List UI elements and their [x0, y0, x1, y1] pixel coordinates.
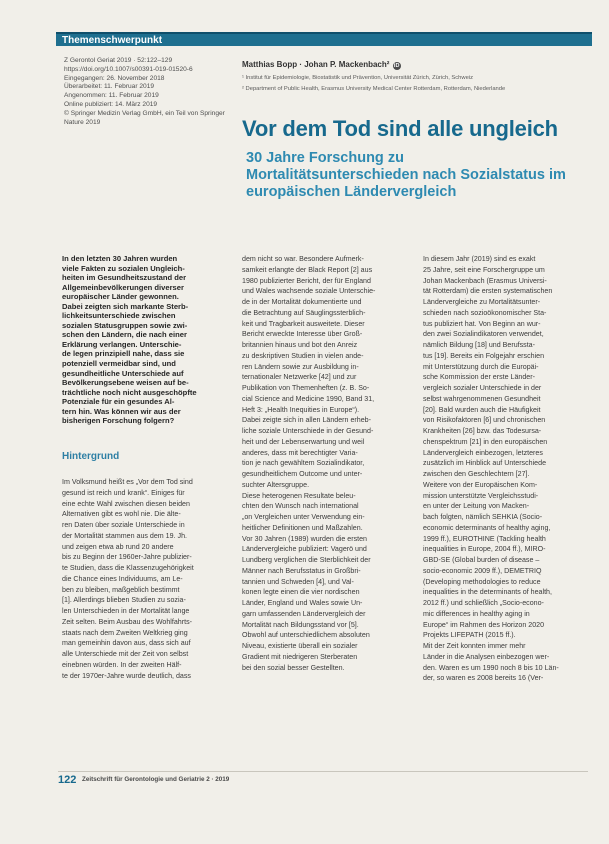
body-text-line: cial Science and Medicine 1990, Band 31,	[242, 394, 375, 403]
body-text-line: Männer nach Berufsstatus in Großbri-	[242, 566, 361, 575]
body-text-line: 25 Jahre, seit eine Forschergruppe um	[423, 265, 545, 274]
body-text-line: bei den sozial besser Gestellten.	[242, 663, 345, 672]
body-text-line: Ländervergleiche zu Mortalitätsunter-	[423, 298, 541, 306]
page-footer	[58, 771, 588, 788]
body-text-line: staats nach dem Zweiten Weltkrieg ging	[62, 628, 188, 637]
body-text-line: tus publiziert hat. Von Beginn an wur-	[423, 319, 541, 328]
body-text-line: ren Daten über soziale Unterschiede in	[62, 521, 185, 529]
body-text-line: die Chance eines Individuums, am Le-	[62, 574, 183, 583]
body-text-line: len Unterschieden in der Mortalität lange	[62, 607, 190, 615]
body-text-line: Bericht erweckte Interesse über Groß-	[242, 330, 363, 339]
body-text-line: Obwohl auf unterschiedlichem absoluten	[242, 631, 370, 640]
author-line	[242, 60, 592, 70]
body-text-line: anderes, dass mit berechtigter Varia-	[242, 448, 358, 457]
body-text-line: der, so waren es 2008 bereits 16 (Ver-	[423, 674, 544, 683]
article-meta	[64, 57, 229, 127]
abstract-line: Erklärung verlangen. Unterschie-	[62, 339, 182, 349]
body-text-line: die Betrachtung auf Säuglingssterblich-	[242, 308, 366, 317]
body-text-line: und Wales wachsende soziale Unterschie-	[242, 287, 376, 296]
body-text-line: eine echte Wahl zwischen diesen beiden	[62, 499, 190, 508]
body-text-line: garn umfassenden Ländervergleich der	[242, 609, 366, 618]
body-text-line: Mortalität nach Bildungsstand vor [5].	[242, 620, 359, 629]
body-text-line: den zwei Sozialindikatoren verwendet,	[423, 330, 544, 339]
body-text-line: inequalities in the determinants of health,	[423, 588, 552, 597]
abstract-line: europäischer Länder gewonnen.	[62, 292, 179, 302]
body-text-line: Zeit selten. Beim Ausbau des Wohlfahrts-	[62, 617, 192, 626]
body-text-line: Ländervergleiche publiziert: Vagerö und	[242, 545, 367, 554]
body-text-line: nämlich Bildung [18] und Berufssta-	[423, 341, 535, 349]
section-heading: Hintergrund	[62, 451, 120, 462]
body-text-line: zu deskriptiven Studien in vielen ande-	[242, 351, 364, 360]
body-text-line: mit Unterstützung durch die Europäi-	[423, 362, 539, 371]
body-text-line: alle Unterschiede mit der Zeit von selbst	[62, 650, 189, 658]
meta-published: Online publiziert: 14. März 2019	[64, 100, 158, 108]
abstract-line: sozialen Statusgruppen sowie zwi-	[62, 320, 188, 330]
abstract-line: Dabei zeigten sich markante Sterb-	[62, 301, 189, 311]
body-text-line: der Mortalität stammen aus dem 19. Jh.	[62, 531, 187, 540]
abstract-line: Bevölkerungsebene weisen auf be-	[62, 378, 189, 388]
body-text-line: Krankheiten [26] bzw. das Todesursa-	[423, 427, 542, 435]
body-text-line: Vor 30 Jahren (1989) wurden die ersten	[242, 534, 368, 543]
body-text-line: Heft 3: „Health Inequities in Europe“).	[242, 405, 360, 414]
body-text-line: chten den Wunsch nach international	[242, 502, 359, 511]
orcid-icon[interactable]: iD	[393, 63, 400, 69]
body-text-line: samkeit erlangte der Black Report [2] aus	[242, 265, 373, 274]
body-text-line: einebnen würden. In der zweiten Hälf-	[62, 660, 182, 669]
abstract-line: bisherigen Forschung folgern?	[62, 416, 175, 426]
page-number: 122	[58, 774, 77, 786]
abstract-line: schen den Ländern, die nach einer	[62, 330, 187, 340]
body-text-line: keit und Tragbarkeit ausweitete. Dieser	[242, 319, 365, 328]
body-text-line: Projekts LIFEPATH (2015 ff.).	[423, 631, 516, 640]
body-text-line: Johan Mackenbach (Erasmus Universi-	[423, 276, 547, 285]
body-text-line: dem nicht so war. Besondere Aufmerk-	[242, 255, 364, 263]
body-text-line: suchter Altersgruppe.	[242, 480, 310, 489]
body-text-line: [20]. Bald wurden auch die Häufigkeit	[423, 405, 541, 414]
body-text-line: Niveau, existierte überall ein sozialer	[242, 642, 358, 650]
abstract-line: Potenziale für ein gesundes Al-	[62, 397, 175, 407]
abstract-line: viele Fakten zu sozialen Ungleich-	[62, 263, 185, 273]
section-banner: Themenschwerpunkt	[56, 32, 592, 46]
body-text-line: te Studien, dass die Klassenzugehörigkeit	[62, 564, 194, 572]
body-text-line: mission unterstützte Vergleichsstudi-	[423, 491, 539, 500]
affiliation-2: ² Department of Public Health, Erasmus University Medical Center Rotterdam, Rotterdam, Niederlande	[242, 86, 506, 92]
body-text-line: ternationaler Netzwerke [42] und zur	[242, 373, 357, 382]
body-text-line: Im Volksmund heißt es „Vor dem Tod sind	[62, 478, 193, 486]
body-text-line: ben zu bleiben, maßgeblich bestimmt	[62, 585, 180, 594]
abstract-line: Allgemeinbevölkerungen diverser	[62, 282, 184, 292]
meta-doi[interactable]: https://doi.org/10.1007/s00391-019-01520-6	[64, 65, 193, 73]
affiliation-1: ¹ Institut für Epidemiologie, Biostatistik und Prävention, Universität Zürich, Zürich, Schweiz	[242, 75, 474, 81]
body-text-line: Alternativen gibt es wohl nie. Die älte-	[62, 510, 181, 519]
meta-received: Eingegangen: 26. November 2018	[64, 74, 165, 82]
abstract-line: In den letzten 30 Jahren wurden	[62, 254, 178, 263]
body-text-line: gesund ist reich und krank“. Einiges für	[62, 488, 185, 497]
body-text-line: britannien hinaus und bot den Anreiz	[242, 341, 358, 349]
abstract-line: heiten im Gesundheitszustand der	[62, 273, 187, 283]
body-text-line: In diesem Jahr (2019) sind es exakt	[423, 255, 536, 263]
body-text-line: schieden nach sozioökonomischer Sta-	[423, 308, 547, 317]
body-text-line: Gradient mit niedrigeren Sterberaten	[242, 652, 358, 661]
article-subtitle: 30 Jahre Forschung zu Mortalitätsunterschieden nach Sozialstatus im europäischen Ländervergleich	[246, 150, 566, 200]
body-text-line: tus [19]. Bereits ein Folgejahr erschien	[423, 351, 545, 360]
body-text-line: Mit der Zeit konnten immer mehr	[423, 642, 526, 650]
body-text-line: [1]. Allerdings blieben Studien zu sozia-	[62, 596, 186, 605]
body-text-line: und zeigen etwa ab rund 20 andere	[62, 542, 174, 551]
body-text-line: 2012 ff.) und schließlich „Socio-econo-	[423, 599, 544, 607]
meta-revised: Überarbeitet: 11. Februar 2019	[64, 83, 155, 91]
meta-accepted: Angenommen: 11. Februar 2019	[64, 92, 159, 100]
body-text-line: gesundheitlichem Outcome und unter-	[242, 470, 363, 478]
article-title: Vor dem Tod sind alle ungleich	[242, 116, 558, 141]
body-text-line: man gemeinhin davon aus, dass sich auf	[62, 639, 191, 648]
body-text-line: tion je nach gewähltem Sozialindikator,	[242, 459, 365, 468]
abstract	[62, 254, 225, 426]
abstract-line: de legen prinzipiell nahe, dass sie	[62, 349, 185, 359]
body-text-line: den. Waren es um 1990 noch 8 bis 10 Län-	[423, 663, 559, 672]
body-text-line: socio-economic 2009 ff.), DEMETRIQ	[423, 566, 542, 575]
journal-name: Zeitschrift für Gerontologie und Geriatrie 2 · 2019	[82, 776, 230, 783]
meta-copyright: © Springer Medizin Verlag GmbH, ein Teil von Springer Nature 2019	[64, 109, 225, 126]
body-text-line: konen legte einen die vier nordischen	[242, 588, 360, 597]
body-text-line: Lundberg verglichen die Sterblichkeit der	[242, 556, 371, 564]
body-text-line: bis zu Beginn der 1960er-Jahre publizier-	[62, 553, 192, 562]
author-names: Matthias Bopp · Johan P. Mackenbach²	[242, 60, 390, 69]
body-text-line: Länder in die Analysen einbezogen wer-	[423, 652, 550, 661]
body-text-line: selbst wahrgenommenen Gesundheit	[423, 394, 541, 403]
body-text-line: Diese heterogenen Resultate beleu-	[242, 491, 356, 500]
body-text-line: Länder, England und Wales sowie Un-	[242, 599, 363, 607]
body-text-line: 1980 publizierter Bericht, der für England	[242, 276, 371, 285]
body-text-line: zusätzlich im Hinblick auf Unterschiede	[423, 459, 547, 468]
body-text-line: Europe“ im Rahmen des Horizon 2020	[423, 620, 545, 629]
body-text-line: sche Kommission der erste Länder-	[423, 373, 535, 382]
body-text-line: zwischen den Geschlechtern [27].	[423, 470, 530, 478]
text-column-1	[62, 477, 227, 681]
abstract-line: lichkeitsunterschiede zwischen	[62, 311, 176, 321]
body-text-line: von Risikofaktoren [6] und chronischen	[423, 416, 546, 425]
meta-citation: Z Gerontol Geriat 2019 · 52:122–129	[64, 57, 173, 64]
body-text-line: GBD-SE (Global burden of disease –	[423, 556, 540, 564]
text-column-2	[242, 254, 407, 673]
body-text-line: „on Vergleichen unter Verwendung ein-	[242, 513, 365, 521]
body-text-line: economic determinants of healthy aging,	[423, 523, 551, 532]
body-text-line: heit und der Lebenserwartung und weil	[242, 437, 365, 446]
body-text-line: Dabei zeigte sich in allen Ländern erheb-	[242, 416, 371, 425]
body-text-line: bach folgten, nämlich SEHKIA (Socio-	[423, 513, 543, 521]
text-column-3	[423, 254, 588, 684]
body-text-line: heitlicher Definitionen und Maßzahlen.	[242, 523, 363, 532]
body-text-line: chenspektrum [21] in den europäischen	[423, 437, 548, 446]
body-text-line: tannien und Schweden [4], und Val-	[242, 577, 354, 586]
abstract-line: tern hin. Was können wir aus der	[62, 406, 181, 416]
body-text-line: Publikation von Themenheften (z. B. So-	[242, 384, 370, 392]
body-text-line: inequalities in Europe, 2004 ff.), MIRO-	[423, 545, 546, 554]
body-text-line: en unter der Leitung von Macken-	[423, 502, 530, 511]
body-text-line: mic differences in healthy aging in	[423, 609, 530, 618]
body-text-line: tät Rotterdam) die ersten systematischen	[423, 287, 553, 296]
body-text-line: liche soziale Unterschiede in der Gesund-	[242, 427, 374, 435]
body-text-line: Weitere von der Europäischen Kom-	[423, 480, 538, 489]
abstract-line: gesundheitliche Unterschiede auf	[62, 368, 184, 378]
body-text-line: de in der Mortalität dokumentierte und	[242, 298, 362, 306]
abstract-line: potenziell vermeidbar sind, und	[62, 359, 176, 369]
body-text-line: vergleich sozialer Unterschiede in der	[423, 384, 542, 392]
body-text-line: ren Ländern sowie zur Ausbildung in-	[242, 362, 359, 371]
body-text-line: te der 1970er-Jahre wurde deutlich, dass	[62, 671, 191, 680]
body-text-line: (Developing methodologies to reduce	[423, 577, 541, 586]
body-text-line: Ländervergleich einbezogen, letzteres	[423, 448, 543, 457]
abstract-line: trächtliche noch nicht ausgeschöpfte	[62, 387, 197, 397]
body-text-line: 1999 ff.), EUROTHINE (Tackling health	[423, 534, 546, 543]
